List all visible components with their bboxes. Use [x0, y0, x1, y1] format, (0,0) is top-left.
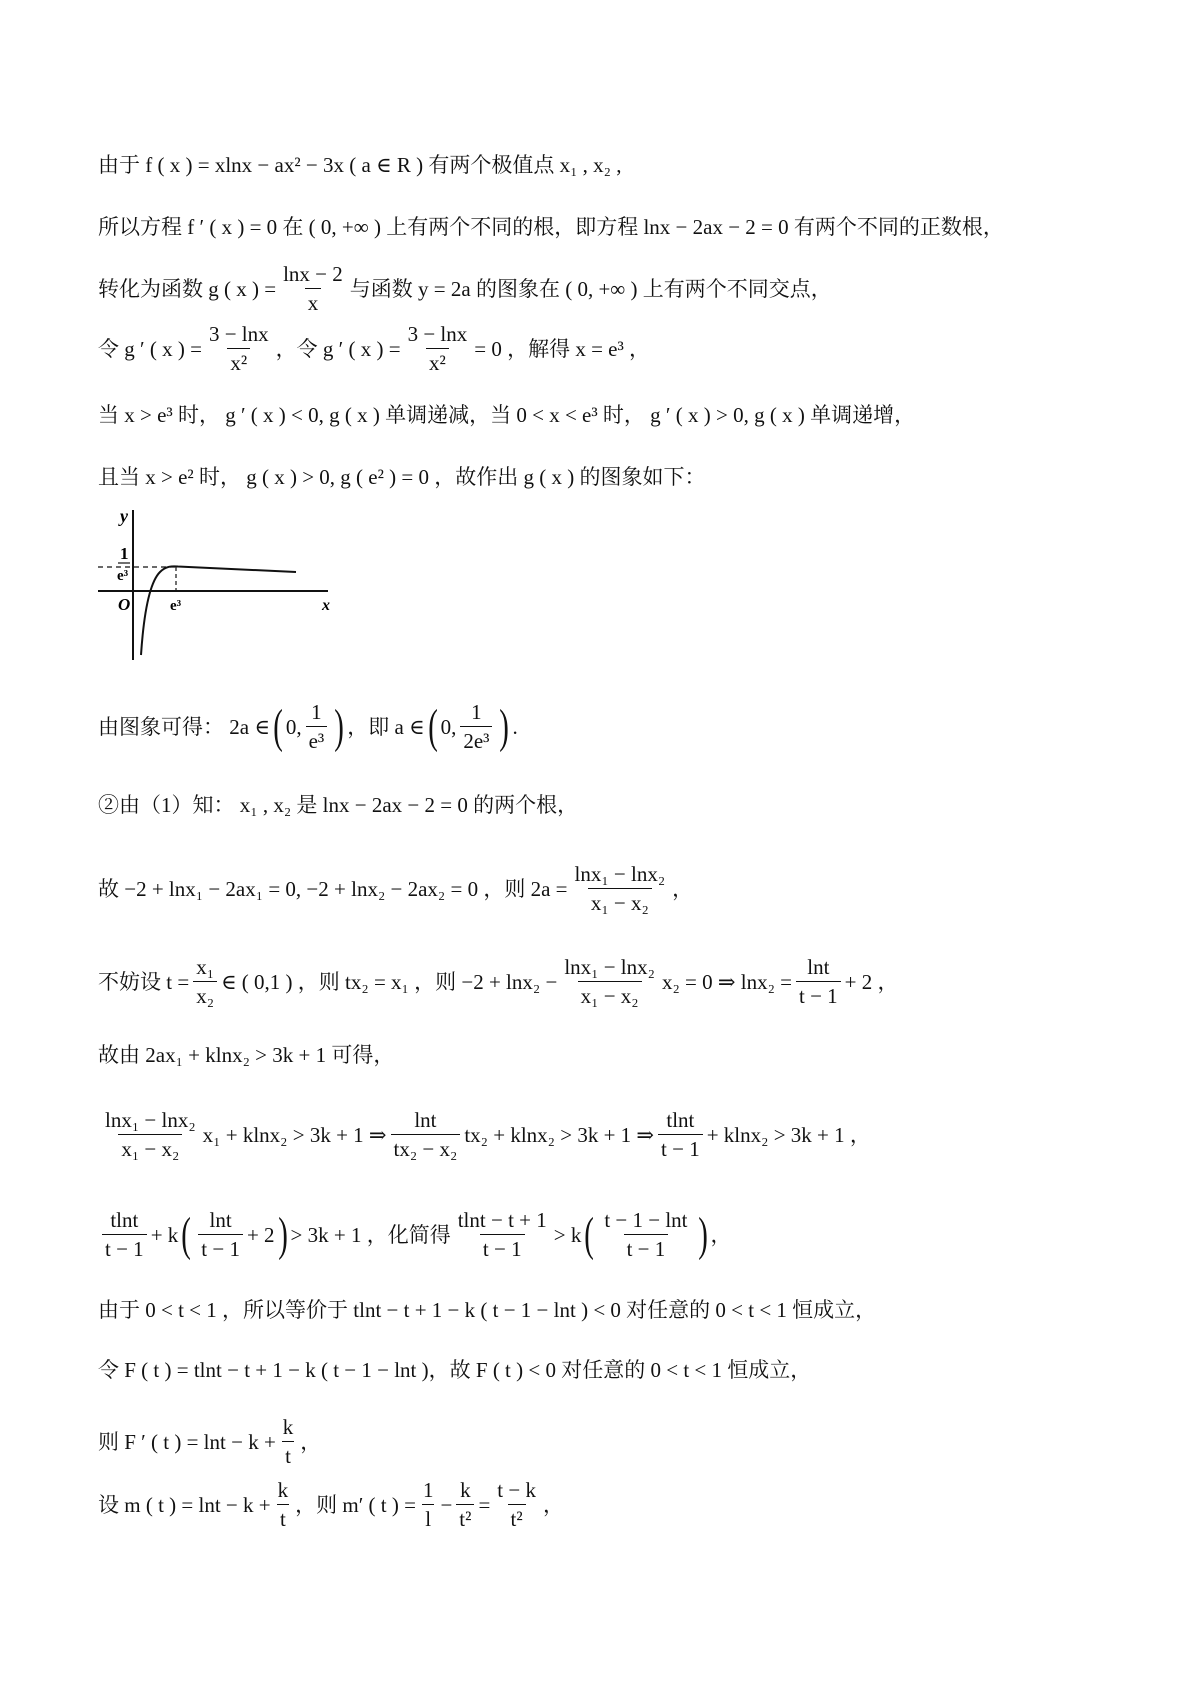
- fraction: $\frac{\ln t}{\text{tx₂ − x₂}}$: [391, 1108, 461, 1161]
- function-graph: [98, 510, 338, 660]
- fraction: $\frac{\ln t}{t - 1}$: [198, 1208, 243, 1261]
- e3-y-label: e³: [117, 568, 129, 584]
- fraction: $\frac{t - 1 - \ln t}{t - 1}$: [604, 1208, 688, 1261]
- text-line-9: 故 −2 + lnx₁ − 2ax₁ = 0, −2 + lnx₂ − 2ax₂ = 0 ，则 2a = $\frac{\text{lnx₁ − lnx₂}}{\text{x₁ − x₂}}$ ，: [98, 862, 694, 915]
- fraction: $\frac{tlnt}{t - 1}$: [658, 1108, 703, 1161]
- fraction: $\frac{1}{l}$: [422, 1478, 434, 1531]
- text-line-1: 由于 f ( x ) = xlnx − ax² − 3x ( a ∈ R ) 有两个极值点 x₁ , x₂ ,: [98, 153, 622, 177]
- text-line-8: ②由（1）知： x₁ , x₂ 是 lnx − 2ax − 2 = 0 的两个根，: [98, 793, 579, 817]
- text-line-3: 转化为函数 g ( x ) = $\frac{\ln x - 2}{x}$ 与函数 y = 2a 的图象在 ( 0, +∞ ) 上有两个不同交点，: [98, 262, 832, 315]
- text-line-2: 所以方程 f ′ ( x ) = 0 在 ( 0, +∞ ) 上有两个不同的根，即方程 lnx − 2ax − 2 = 0 有两个不同的正数根，: [98, 215, 1004, 239]
- text-line-12: $\frac{\text{lnx₁ − lnx₂}}{\text{x₁ − x₂}}$ x₁ + klnx₂ > 3k + 1 ⇒ $\frac{\ln t}{\text{tx₂ − x₂}}$ tx₂ + klnx₂ > 3k + 1 ⇒ $\frac{tlnt}{t - 1}$ + klnx₂ > 3k + 1 ，: [98, 1108, 871, 1161]
- origin-label: O: [118, 595, 131, 614]
- text-line-15: 令 F ( t ) = tlnt − t + 1 − k ( t − 1 − lnt )，故 F ( t ) < 0 对任意的 0 < t < 1 恒成立，: [98, 1358, 812, 1382]
- e3-x-label: e³: [170, 598, 182, 614]
- fraction: $\frac{tlnt}{t - 1}$: [102, 1208, 147, 1261]
- curve: [141, 566, 296, 655]
- text-line-4: 令 g ′ ( x ) = $\frac{3 - \ln x}{\text{x²}}$ ，令 g ′ ( x ) = $\frac{3 - \ln x}{\text{x²}}$ = 0 ，解得 x = e³ ，: [98, 322, 651, 375]
- fraction: $\frac{k}{\text{t²}}$: [456, 1478, 474, 1531]
- fraction: $\frac{1}{\text{2e³}}$: [460, 700, 492, 753]
- fraction: $\frac{\text{lnx₁ − lnx₂}}{\text{x₁ − x₂}}$: [574, 862, 666, 915]
- fraction: $\frac{\text{x₁}}{\text{x₂}}$: [193, 955, 217, 1008]
- fraction: $\frac{\text{lnx₁ − lnx₂}}{\text{x₁ − x₂}}$: [564, 955, 655, 1008]
- fraction: $\frac{\ln x - 2}{x}$: [283, 262, 343, 315]
- fraction: $\frac{k}{t}$: [277, 1478, 289, 1531]
- text-line-13: $\frac{tlnt}{t - 1}$ + k ( $\frac{\ln t}{t - 1}$ + 2 ) > 3k + 1 ，化简得 $\frac{tlnt - t + 1}{t - 1}$ > k ( $\frac{t - 1 - \ln t}{t - 1}$ ) ，: [98, 1208, 732, 1261]
- y-axis-label: y: [120, 510, 128, 526]
- text-line-10: 不妨设 t = $\frac{\text{x₁}}{\text{x₂}}$ ∈ ( 0,1 ) ，则 tx₂ = x₁ ，则 −2 + lnx₂ − $\frac{\text{lnx₁ − lnx₂}}{\text{x₁ − x₂}}$ x₂ = 0 ⇒ lnx₂ = $\frac{\ln t}{t - 1}$ + 2 ，: [98, 955, 899, 1008]
- fraction: $\frac{tlnt - t + 1}{t - 1}$: [457, 1208, 547, 1261]
- x-axis-label: x: [322, 597, 330, 614]
- text-line-11: 故由 2ax₁ + klnx₂ > 3k + 1 可得，: [98, 1043, 395, 1067]
- text-line-7: 由图象可得： 2a ∈ ( 0, $\frac{1}{\text{e³}}$ ) ，即 a ∈ ( 0, $\frac{1}{\text{2e³}}$ ) .: [98, 699, 518, 753]
- fraction: $\frac{\ln t}{t - 1}$: [796, 955, 841, 1008]
- text-line-5: 当 x > e³ 时， g ′ ( x ) < 0, g ( x ) 单调递减，当 0 < x < e³ 时， g ′ ( x ) > 0, g ( x ) 单调递增，: [98, 403, 916, 427]
- fraction: $\frac{\text{lnx₁ − lnx₂}}{\text{x₁ − x₂}}$: [105, 1108, 196, 1161]
- fraction: $\frac{3 - \ln x}{\text{x²}}$: [208, 322, 269, 375]
- text-line-14: 由于 0 < t < 1 ，所以等价于 tlnt − t + 1 − k ( t − 1 − lnt ) < 0 对任意的 0 < t < 1 恒成立，: [98, 1298, 877, 1322]
- one-label: 1: [120, 544, 129, 563]
- fraction: $\frac{t - k}{\text{t²}}$: [497, 1478, 536, 1531]
- fraction: $\frac{k}{t}$: [282, 1415, 294, 1468]
- text-line-16: 则 F ′ ( t ) = lnt − k + $\frac{k}{t}$ ，: [98, 1415, 322, 1468]
- fraction: $\frac{3 - \ln x}{\text{x²}}$: [407, 322, 468, 375]
- text-line-6: 且当 x > e² 时， g ( x ) > 0, g ( e² ) = 0 ，故作出 g ( x ) 的图象如下：: [98, 465, 706, 489]
- fraction: $\frac{1}{\text{e³}}$: [306, 700, 328, 753]
- text-line-17: 设 m ( t ) = lnt − k + $\frac{k}{t}$ ，则 m′ ( t ) = $\frac{1}{l}$ − $\frac{k}{\text{t²}}$ = $\frac{t - k}{\text{t²}}$ ，: [98, 1478, 564, 1531]
